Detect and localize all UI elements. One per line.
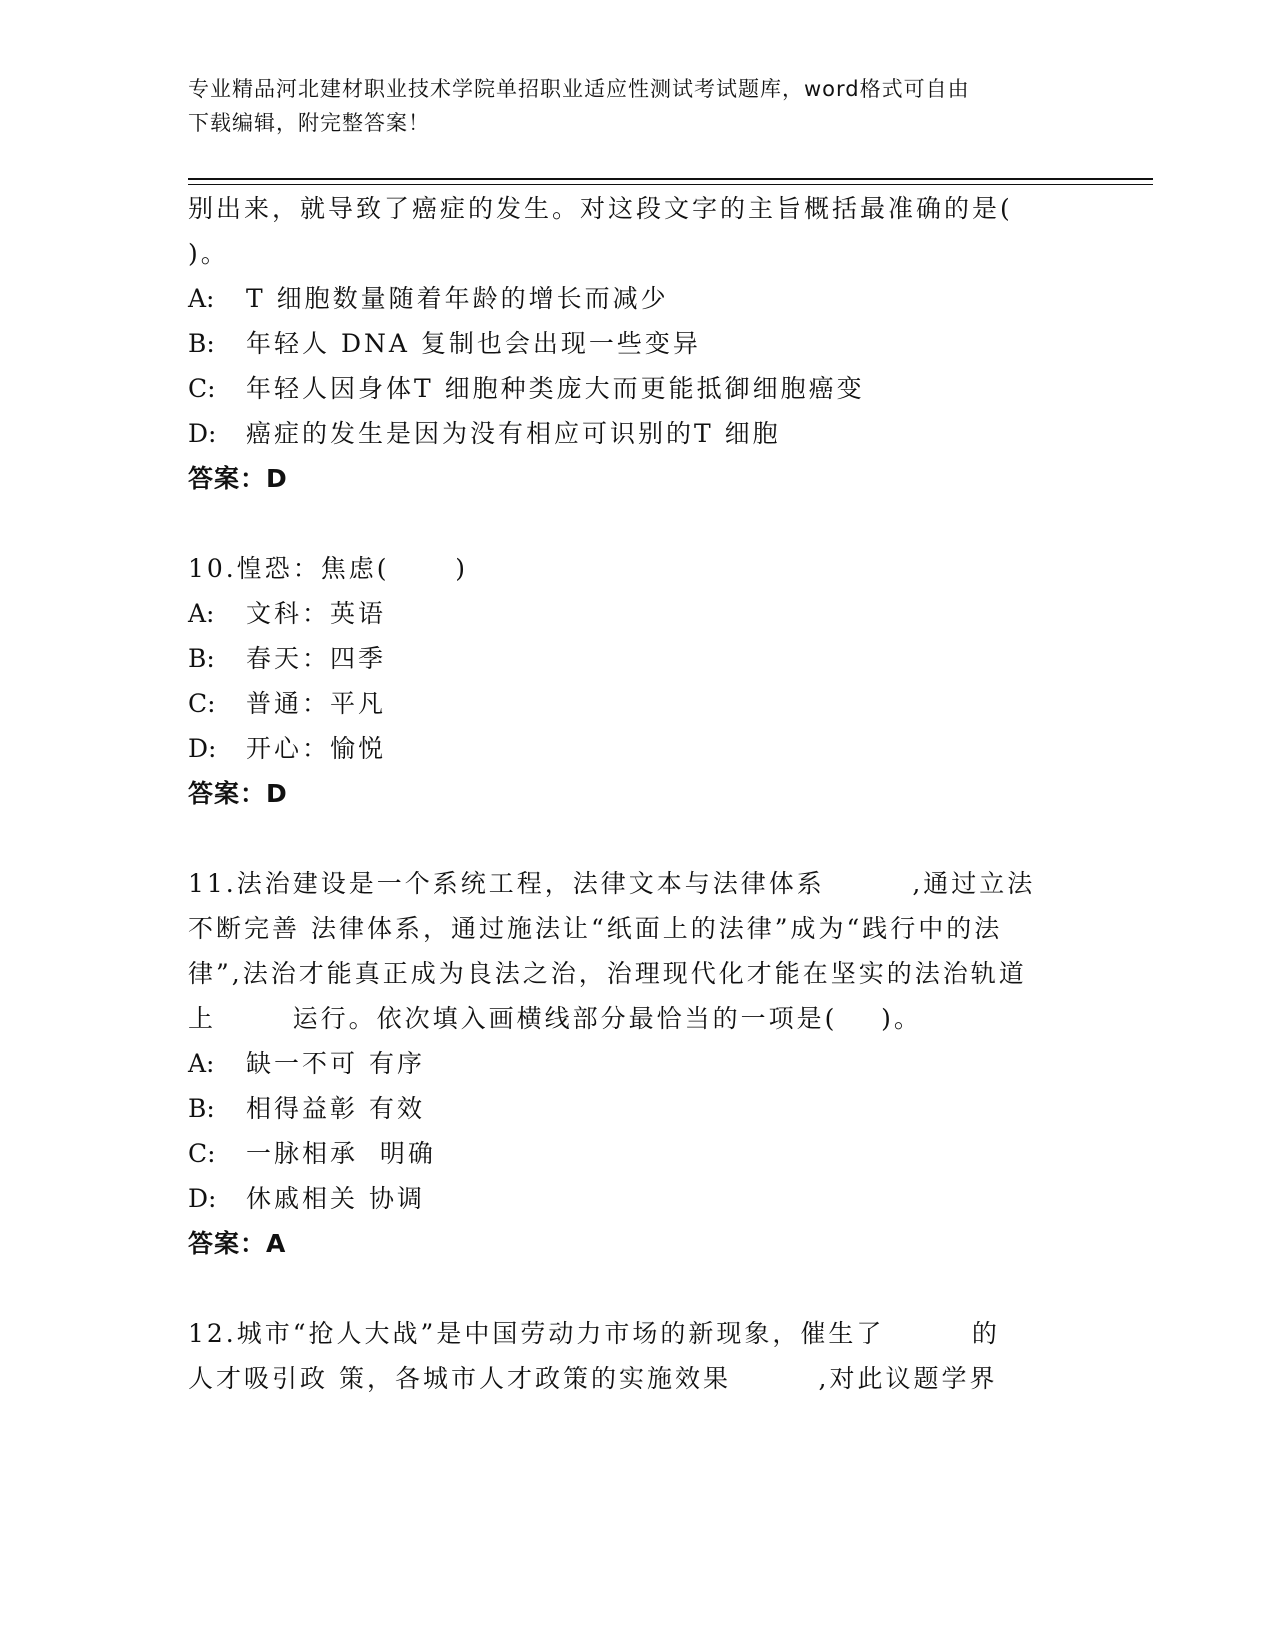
question-10-option-d: [188, 726, 1088, 771]
question-content: [188, 186, 1088, 1401]
question-9-option-a: [188, 276, 1088, 321]
document-header: [188, 72, 1068, 140]
header-rule-thick: [188, 178, 1153, 180]
question-10-option-c: [188, 681, 1088, 726]
option-key: B:: [188, 644, 215, 673]
option-key: A:: [188, 1049, 215, 1078]
spacer: [188, 1266, 1088, 1311]
question-11-option-c: [188, 1131, 1088, 1176]
header-line-1: 专业精品河北建材职业技术学院单招职业适应性测试考试题库，word格式可自由: [188, 77, 970, 101]
question-12: [188, 1311, 1088, 1401]
question-10-option-a: [188, 591, 1088, 636]
question-9-option-b: [188, 321, 1088, 366]
question-11: [188, 861, 1088, 1266]
option-key: B:: [188, 329, 215, 358]
question-11-option-a: [188, 1041, 1088, 1086]
question-11-option-d: [188, 1176, 1088, 1221]
option-text: 相得益彰 有效: [246, 1094, 425, 1123]
option-text: T 细胞数量随着年龄的增长而减少: [246, 284, 669, 313]
option-key: A:: [188, 599, 215, 628]
question-11-line-4: 上 运行。依次填入画横线部分最恰当的一项是( )。: [188, 1004, 922, 1033]
option-text: 缺一不可 有序: [246, 1049, 425, 1078]
option-text: 文科：英语: [246, 599, 387, 628]
question-9-option-c: [188, 366, 1088, 411]
question-9-line-1: 别出来，就导致了癌症的发生。对这段文字的主旨概括最准确的是(: [188, 194, 1013, 223]
question-9-option-d: [188, 411, 1088, 456]
question-9: [188, 186, 1088, 501]
option-key: C:: [188, 689, 216, 718]
header-rule-thin: [188, 184, 1153, 185]
option-text: 休戚相关 协调: [246, 1184, 425, 1213]
question-10-answer: 答案：D: [188, 779, 288, 808]
question-9-answer: 答案：D: [188, 464, 288, 493]
question-11-option-b: [188, 1086, 1088, 1131]
question-10-stem: 10.惶恐：焦虑( ): [188, 554, 468, 583]
header-line-2: 下载编辑，附完整答案！: [188, 111, 430, 135]
question-11-answer: 答案：A: [188, 1229, 287, 1258]
option-key: C:: [188, 1139, 216, 1168]
spacer: [188, 816, 1088, 861]
option-key: D:: [188, 419, 217, 448]
option-text: 癌症的发生是因为没有相应可识别的T 细胞: [246, 419, 781, 448]
option-key: D:: [188, 734, 217, 763]
spacer: [188, 501, 1088, 546]
option-key: A:: [188, 284, 215, 313]
option-text: 年轻人 DNA 复制也会出现一些变异: [246, 329, 701, 358]
question-11-line-2: 不断完善 法律体系，通过施法让“纸面上的法律”成为“践行中的法: [188, 914, 1003, 943]
option-key: B:: [188, 1094, 215, 1123]
question-12-line-1: 12.城市“抢人大战”是中国劳动力市场的新现象，催生了 的: [188, 1319, 1000, 1348]
option-text: 年轻人因身体T 细胞种类庞大而更能抵御细胞癌变: [246, 374, 865, 403]
option-key: D:: [188, 1184, 217, 1213]
option-text: 春天：四季: [246, 644, 387, 673]
option-text: 开心：愉悦: [246, 734, 387, 763]
option-text: 普通：平凡: [246, 689, 387, 718]
question-12-line-2: 人才吸引政 策，各城市人才政策的实施效果 ,对此议题学界: [188, 1364, 998, 1393]
question-11-line-1: 11.法治建设是一个系统工程，法律文本与法律体系 ,通过立法: [188, 869, 1036, 898]
question-10-option-b: [188, 636, 1088, 681]
option-key: C:: [188, 374, 216, 403]
question-10: [188, 546, 1088, 816]
question-9-line-2: )。: [188, 239, 229, 268]
option-text: 一脉相承 明确: [246, 1139, 436, 1168]
question-11-line-3: 律”,法治才能真正成为良法之治，治理现代化才能在坚实的法治轨道: [188, 959, 1027, 988]
